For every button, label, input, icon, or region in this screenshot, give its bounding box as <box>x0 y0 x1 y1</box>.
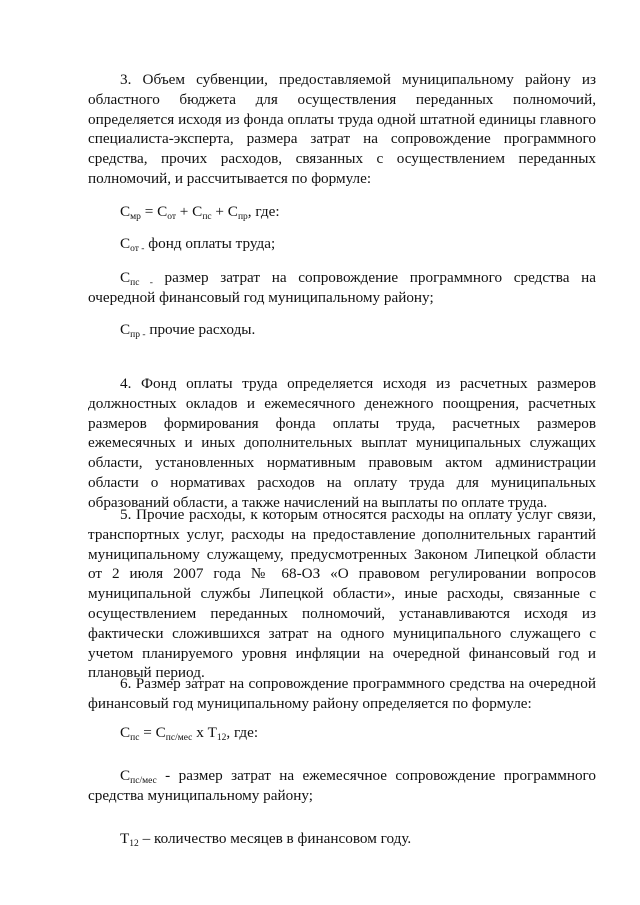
definition-fot <box>120 234 275 254</box>
def-psmes-sub: пс/мес <box>130 776 157 786</box>
def-psmes-text: - размер затрат на ежемесячное сопровождение программного средства муниципальному району; <box>88 767 596 804</box>
definition-t12 <box>120 829 411 849</box>
def-ps-text: размер затрат на сопровождение программного средства на очередной финансовый год муниципальному району; <box>88 269 596 306</box>
formula2-equals: = <box>139 724 156 741</box>
formula-term3-sub: пр <box>237 212 248 222</box>
formula2-term2-var: Т <box>207 724 217 741</box>
paragraph-4: 4. Фонд оплаты труда определяется исходя из расчетных размеров должностных окладов и ежемесячного денежного поощрения, расчетных размеров формирования фонда оплаты труда, расчетных размеров ежемесячных и иных дополнительных выплат муниципальных служащих области, установленных нормативным правовым актом администрации области о нормативах расходов на оплату труда для муниципальных образований области, а также начислений на выплаты по оплате труда. <box>88 375 596 511</box>
def-ps-var: С <box>120 269 131 286</box>
def-pr-var: С <box>120 321 131 338</box>
def-t12-text: – количество месяцев в финансовом году. <box>138 830 412 847</box>
def-t12-sub: 12 <box>129 839 139 849</box>
formula2-left-var: С <box>120 724 131 741</box>
paragraph-5: 5. Прочие расходы, к которым относятся расходы на оплату услуг связи, транспортных услуг, расходы на предоставление дополнительных гарантий муниципальному служащему, предусмотренных Законом Липецкой области от 2 июля 2007 года № 68-ОЗ «О правовом регулировании вопросов муниципальной службы Липецкой области», иные расходы, связанные с осуществлением переданных полномочий, устанавливаются исходя из фактически сложившихся затрат на одного муниципального служащего с учетом планируемого уровня инфляции на очередной финансовый год и плановый период. <box>88 506 596 682</box>
formula-software <box>120 723 258 743</box>
formula2-times: х <box>192 724 208 741</box>
formula2-term1-sub: пс/мес <box>165 733 193 743</box>
formula-left-sub: мр <box>130 212 141 222</box>
def-pr-text: прочие расходы. <box>145 321 256 338</box>
definition-ps <box>88 268 596 308</box>
paragraph-3: 3. Объем субвенции, предоставляемой муниципальному району из областного бюджета для осуществления переданных полномочий, определяется исходя из фонда оплаты труда одной штатной единицы главного специалиста-эксперта, размера затрат на сопровождение программного средства, прочих расходов, связанных с осуществлением переданных полномочий, и рассчитывается по формуле: <box>88 71 596 187</box>
formula-plus1: + <box>176 203 193 220</box>
formula-term3-var: С <box>227 203 238 220</box>
def-pr-sub: пр - <box>130 330 146 340</box>
formula-tail: , где: <box>247 203 280 220</box>
formula2-term2-sub: 12 <box>216 733 227 743</box>
def-fot-var: С <box>120 235 131 252</box>
definition-pr <box>120 320 255 340</box>
formula-left-var: С <box>120 203 131 220</box>
def-fot-sub: от - <box>130 244 145 254</box>
formula2-left-sub: пс <box>130 733 140 743</box>
def-fot-text: фонд оплаты труда; <box>144 235 276 252</box>
def-t12-var: Т <box>120 830 130 847</box>
formula2-term1-var: С <box>155 724 166 741</box>
formula-term2-sub: пс <box>202 212 212 222</box>
formula2-tail: , где: <box>226 724 259 741</box>
formula-equals: = <box>140 203 158 220</box>
formula-term1-sub: от <box>167 212 176 222</box>
definition-psmes <box>88 766 596 806</box>
def-psmes-var: С <box>120 767 131 784</box>
formula-subvention <box>120 202 280 222</box>
def-ps-sub: пс - <box>130 278 153 288</box>
formula-term1-var: С <box>157 203 168 220</box>
paragraph-6: 6. Размер затрат на сопровождение программного средства на очередной финансовый год муниципальному району определяется по формуле: <box>88 675 596 712</box>
formula-plus2: + <box>211 203 228 220</box>
formula-term2-var: С <box>192 203 203 220</box>
